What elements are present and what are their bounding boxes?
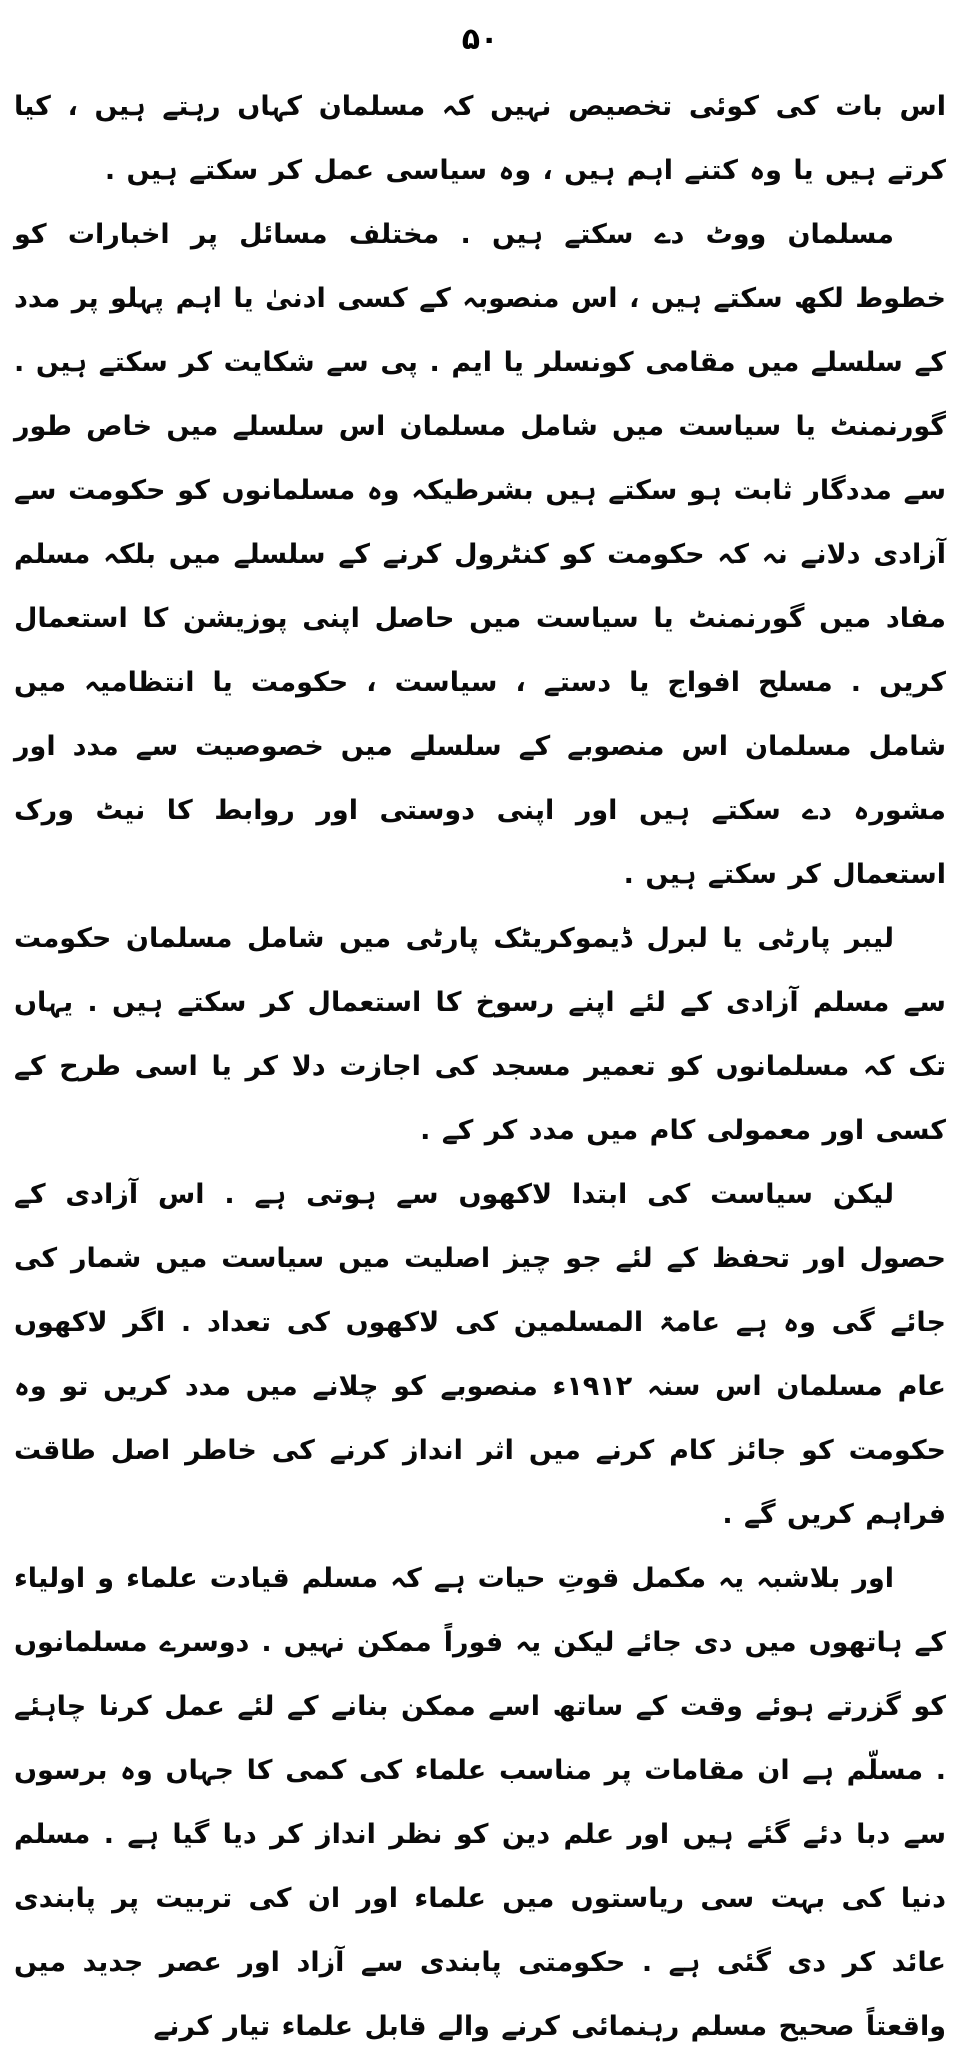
- paragraph: لیکن سیاست کی ابتدا لاکھوں سے ہوتی ہے . اس آزادی کے حصول اور تحفظ کے لئے جو چیز اصلیت میں سیاست میں شمار کی جائے گی وہ ہے عامۃ المسلمین کی لاکھوں کی تعداد . اگر لاکھوں عام مسلمان اس سنہ ۱۹۱۲ء منصوبے کو چلانے میں مدد کریں تو وہ حکومت کو جائز کام کرنے میں اثر انداز کرنے کی خاطر اصل طاقت فراہم کریں گے .: [14, 1179, 946, 1530]
- paragraph: اور بلاشبہ یہ مکمل قوتِ حیات ہے کہ مسلم قیادت علماء و اولیاء کے ہاتھوں میں دی جائے لیکن یہ فوراً ممکن نہیں . دوسرے مسلمانوں کو گزرتے ہوئے وقت کے ساتھ اسے ممکن بنانے کے لئے عمل کرنا چاہئے . مسلّم ہے ان مقامات پر مناسب علماء کی کمی کا جہاں وہ برسوں سے دبا دئے گئے ہیں اور علم دین کو نظر انداز کر دیا گیا ہے . مسلم دنیا کی بہت سی ریاستوں میں علماء اور ان کی تربیت پر پابندی عائد کر دی گئی ہے . حکومتی پابندی سے آزاد اور عصر جدید میں واقعتاً صحیح مسلم رہنمائی کرنے والے قابل علماء تیار کرنے: [14, 1563, 946, 2042]
- paragraph: مسلمان ووٹ دے سکتے ہیں . مختلف مسائل پر اخبارات کو خطوط لکھ سکتے ہیں ، اس منصوبہ کے کسی ادنیٰ یا اہم پہلو پر مدد کے سلسلے میں مقامی کونسلر یا ایم . پی سے شکایت کر سکتے ہیں . گورنمنٹ یا سیاست میں شامل مسلمان اس سلسلے میں خاص طور سے مددگار ثابت ہو سکتے ہیں بشرطیکہ وہ مسلمانوں کو حکومت سے آزادی دلانے نہ کہ حکومت کو کنٹرول کرنے کے سلسلے میں بلکہ مسلم مفاد میں گورنمنٹ یا سیاست میں حاصل اپنی پوزیشن کا استعمال کریں . مسلح افواج یا دستے ، سیاست ، حکومت یا انتظامیہ میں شامل مسلمان اس منصوبے کے سلسلے میں خصوصیت سے مدد اور مشورہ دے سکتے ہیں اور اپنی دوستی اور روابط کا نیٹ ورک استعمال کر سکتے ہیں .: [14, 219, 946, 890]
- paragraph: لیبر پارٹی یا لبرل ڈیموکریٹک پارٹی میں شامل مسلمان حکومت سے مسلم آزادی کے لئے اپنے رسوخ کا استعمال کر سکتے ہیں . یہاں تک کہ مسلمانوں کو تعمیر مسجد کی اجازت دلا کر یا اسی طرح کے کسی اور معمولی کام میں مدد کر کے .: [14, 923, 946, 1146]
- page-number: ۵۰: [461, 22, 499, 57]
- paragraph: اس بات کی کوئی تخصیص نہیں کہ مسلمان کہاں رہتے ہیں ، کیا کرتے ہیں یا وہ کتنے اہم ہیں ، وہ سیاسی عمل کر سکتے ہیں .: [14, 91, 946, 186]
- body-text: [14, 75, 946, 2059]
